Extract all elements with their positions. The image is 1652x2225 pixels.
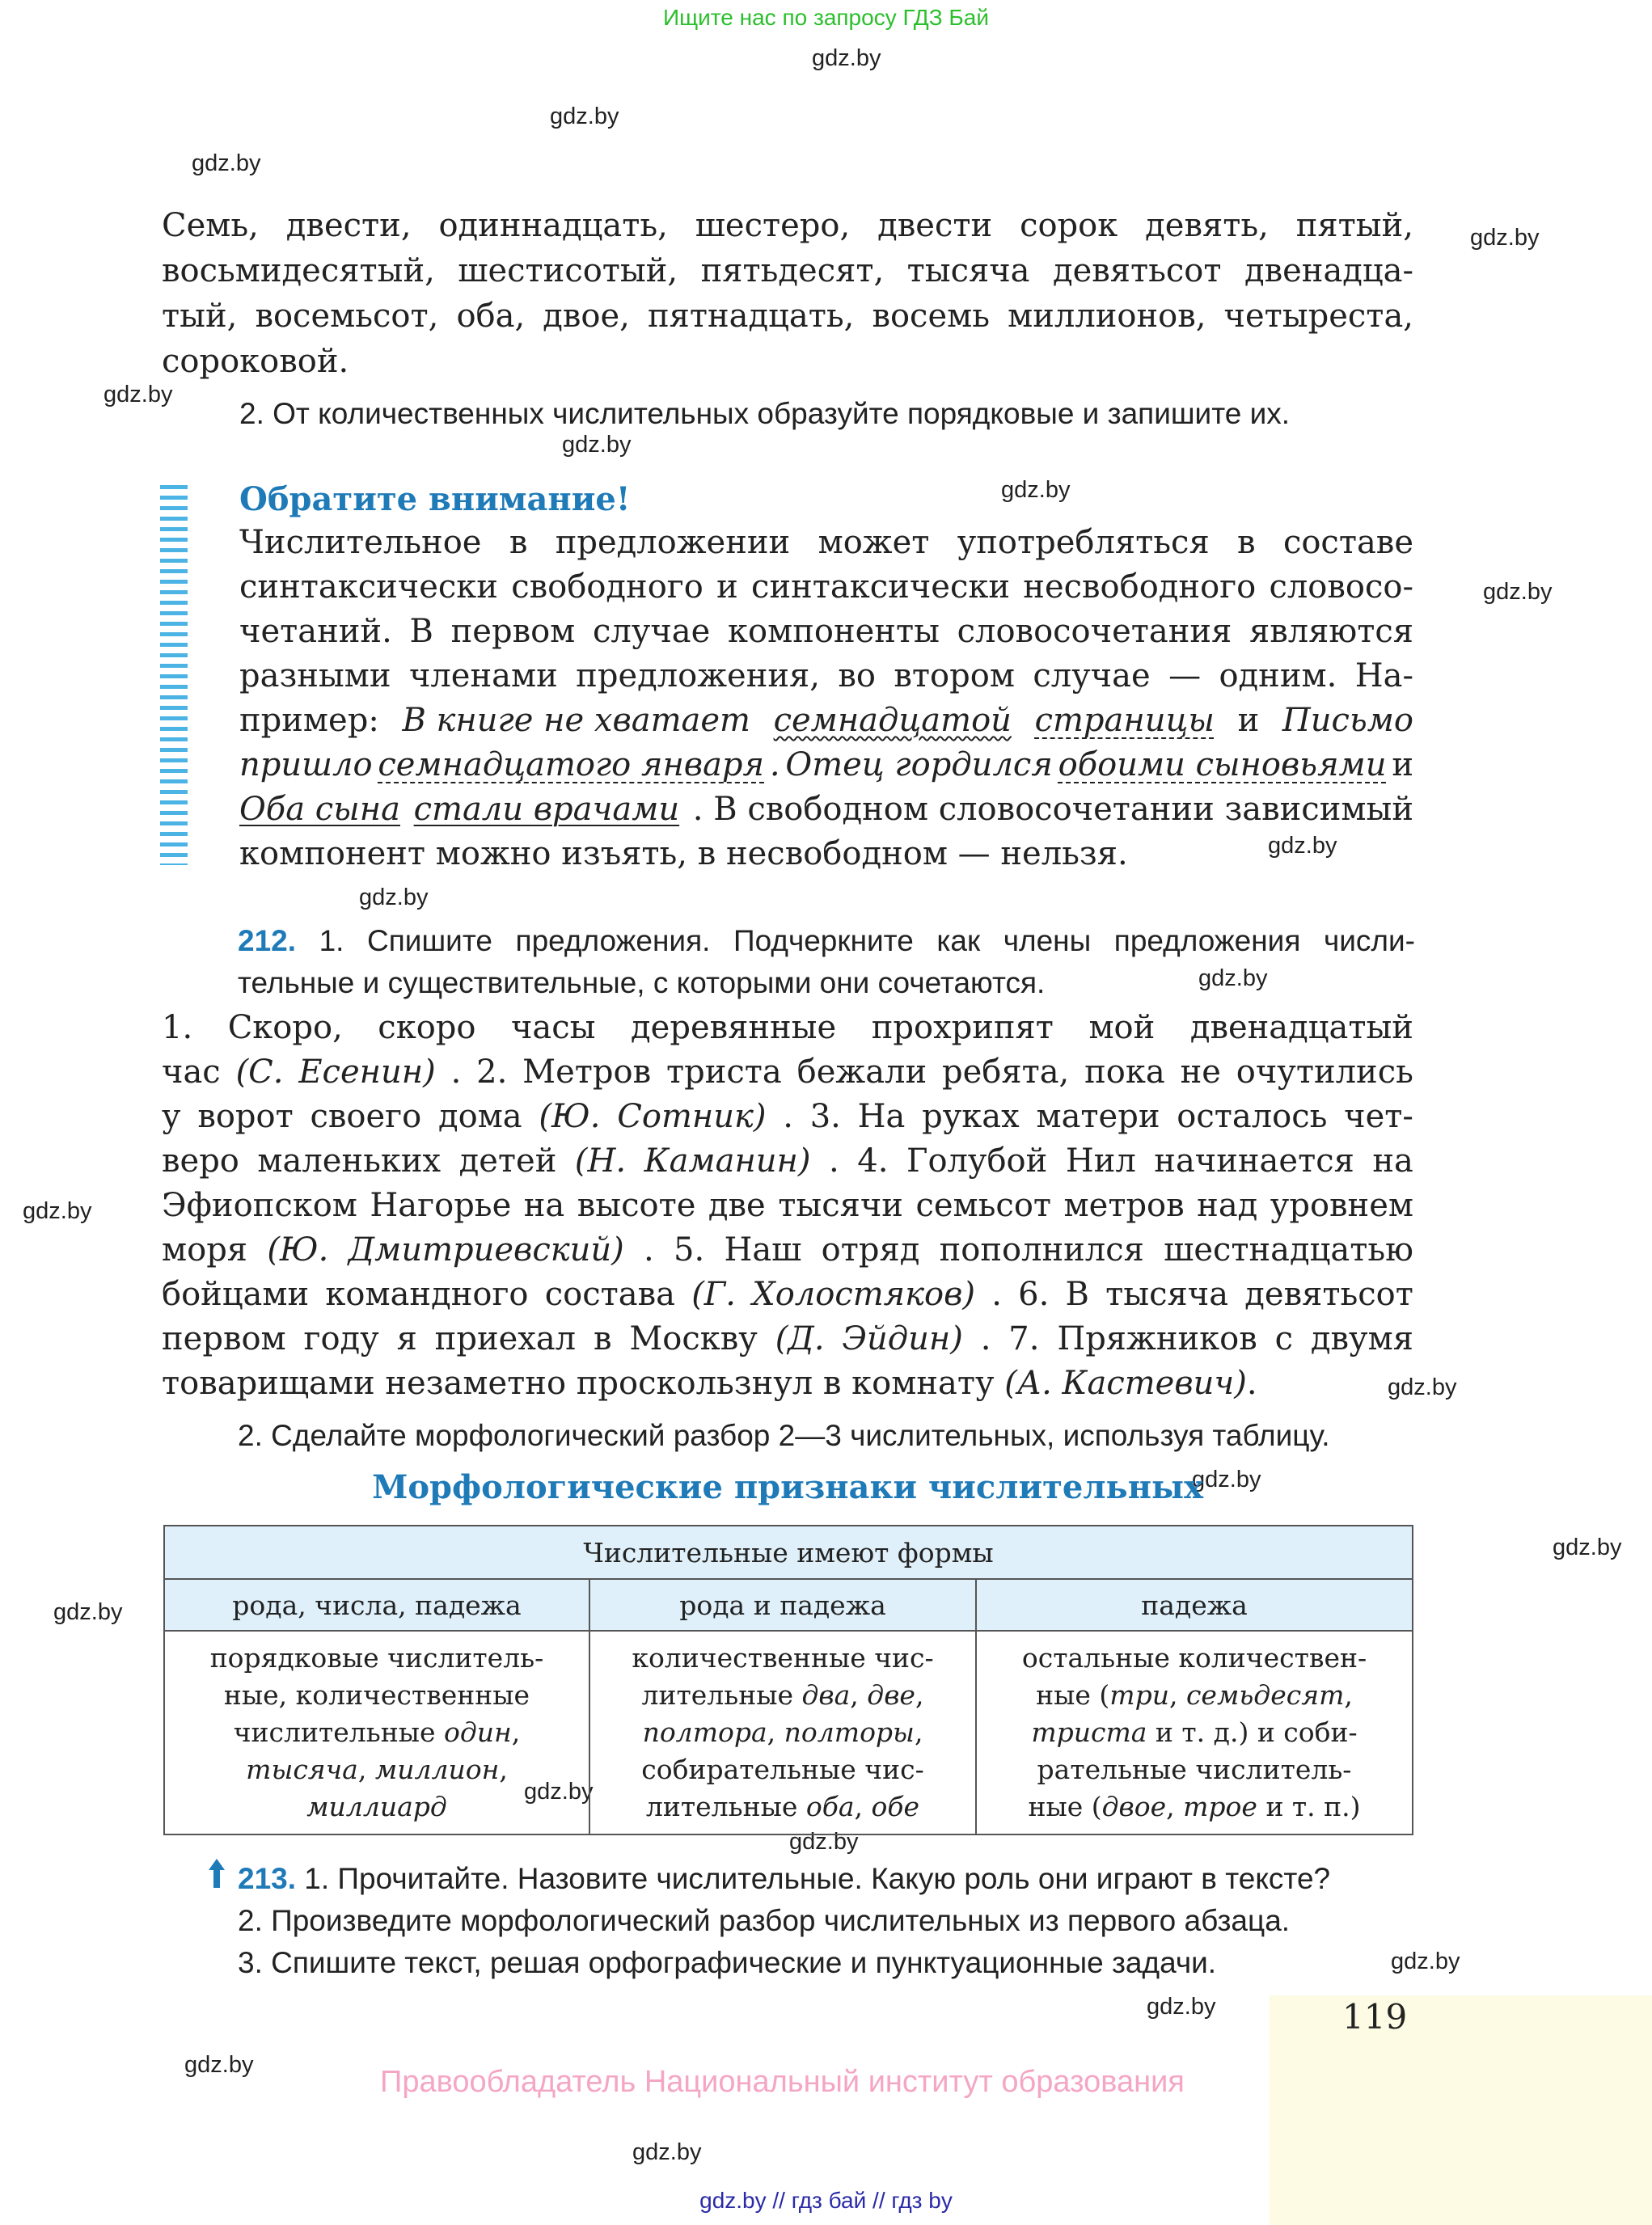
text-line — [171, 1788, 582, 1826]
text-segment: порядковые числитель- — [209, 1642, 544, 1674]
text-segment: , — [915, 1679, 924, 1711]
word: тысяча — [1105, 1276, 1229, 1313]
word: тысячи — [778, 1187, 903, 1224]
word: у — [162, 1098, 181, 1135]
citation-word: (Г. — [691, 1276, 736, 1313]
watermark: gdz.by — [192, 150, 261, 176]
example-subject: Оба сына — [239, 791, 400, 828]
table-cell — [589, 1631, 976, 1834]
word: две — [708, 1187, 766, 1224]
text-line: сороковой. — [162, 343, 349, 380]
word: не — [1180, 1053, 1221, 1091]
text-segment: , — [499, 1754, 508, 1785]
task-text: 3. Спишите текст, решая орфографические и пунктуационные задачи. — [238, 1946, 1217, 1979]
note-line: компонент можно изъять, в несвободном — нельзя. — [239, 835, 1128, 872]
text-segment: и т. п.) — [1257, 1791, 1361, 1822]
text-line: восьмидесятый, шестисотый, пятьдесят, тысяча девятьсот двенадца- — [162, 252, 1413, 289]
text-segment: и т. д.) и соби- — [1147, 1716, 1358, 1748]
text-line — [171, 1751, 582, 1788]
task-number: 212. — [238, 924, 297, 957]
text-line — [162, 1273, 1413, 1317]
example-text: Отец гордился — [785, 746, 1053, 783]
text-segment: , — [1344, 1679, 1353, 1711]
table-header: Числительные имеют формы — [164, 1526, 1413, 1579]
table-title: Морфологические признаки числительных — [372, 1468, 1203, 1506]
word: Москву — [629, 1320, 758, 1357]
arrow-up-icon — [209, 1859, 225, 1888]
word: На — [857, 1098, 906, 1135]
word: . — [450, 1053, 462, 1091]
italic-text: оба — [805, 1791, 855, 1822]
word: прохрипят — [871, 1009, 1054, 1046]
text-segment: товарищами незаметно проскользнул в комнату — [162, 1365, 1005, 1402]
italic-text: две — [867, 1679, 915, 1711]
italic-text: миллион — [374, 1754, 500, 1785]
text-line — [162, 1317, 1413, 1362]
text-line — [171, 1640, 582, 1677]
copyright-owner: Правообладатель Национальный институт образования — [380, 2065, 1185, 2099]
note-segment: и — [1237, 702, 1260, 739]
italic-text: (А. Кастевич) — [1004, 1365, 1247, 1402]
word: 4. — [857, 1142, 889, 1180]
watermark: gdz.by — [524, 1779, 594, 1805]
task-text: 1. Спишите предложения. Подчеркните как члены предложения числи- — [296, 924, 1415, 957]
note-line — [239, 743, 1413, 787]
text-line — [597, 1788, 969, 1826]
watermark: gdz.by — [1388, 1374, 1457, 1400]
text-segment: ные ( — [1028, 1791, 1102, 1822]
watermark: gdz.by — [1470, 225, 1540, 251]
word: двенадцатый — [1189, 1009, 1413, 1046]
task-number: 213. — [238, 1862, 297, 1895]
word: семьсот — [915, 1187, 1052, 1224]
task-211-part2: 2. От количественных числительных образуйте порядковые и запишите их. — [239, 397, 1291, 430]
example-noun: страницы — [1034, 702, 1215, 739]
word: пополнился — [939, 1231, 1144, 1269]
word: девятьсот — [1244, 1276, 1413, 1313]
note-segment: и — [1392, 746, 1413, 783]
word: . — [644, 1231, 654, 1269]
text-segment: собирательные чис- — [641, 1754, 924, 1785]
word: ребята, — [941, 1053, 1070, 1091]
word: часы — [510, 1009, 596, 1046]
watermark: gdz.by — [632, 2139, 702, 2165]
word: на — [523, 1187, 565, 1224]
text-line — [162, 1139, 1413, 1184]
word: 3. — [809, 1098, 841, 1135]
text-line — [162, 1006, 1413, 1050]
citation-word: (Ю. — [267, 1231, 329, 1269]
column-header: падежа — [976, 1579, 1413, 1631]
watermark: gdz.by — [23, 1198, 92, 1224]
watermark: gdz.by — [1198, 965, 1268, 991]
word: двумя — [1310, 1320, 1413, 1357]
note-stripes — [160, 485, 188, 865]
word: Голубой — [906, 1142, 1048, 1180]
watermark: gdz.by — [53, 1599, 123, 1625]
note-block — [239, 477, 1413, 873]
watermark: gdz.by — [789, 1829, 859, 1855]
text-segment: остальные количествен- — [1021, 1642, 1367, 1674]
word: осталось — [1177, 1098, 1328, 1135]
italic-text: двое — [1101, 1791, 1167, 1822]
word: Наш — [724, 1231, 802, 1269]
word: детей — [458, 1142, 557, 1180]
text-line — [597, 1751, 969, 1788]
word: . — [829, 1142, 839, 1180]
task-212-instructions — [238, 920, 1415, 1004]
intro-paragraph — [162, 204, 1413, 390]
word: своего — [310, 1098, 422, 1135]
word: очутились — [1236, 1053, 1413, 1091]
task-text: тельные и существительные, с которыми они сочетаются. — [238, 966, 1046, 999]
word: ворот — [197, 1098, 294, 1135]
note-line — [239, 699, 1413, 743]
text-line — [597, 1677, 969, 1714]
word: моря — [162, 1231, 248, 1269]
citation-word: Каманин) — [644, 1142, 811, 1180]
word: матери — [1036, 1098, 1160, 1135]
example-predicate: стали врачами — [413, 791, 680, 828]
example-phrase: обоими сыновьями — [1058, 746, 1387, 783]
table-cell — [976, 1631, 1413, 1834]
text-segment: ные ( — [1036, 1679, 1110, 1711]
text-segment: лительные — [641, 1679, 802, 1711]
word: маленьких — [257, 1142, 442, 1180]
word: бойцами — [162, 1276, 310, 1313]
italic-text: полторы — [784, 1716, 915, 1748]
word: 7. — [1008, 1320, 1040, 1357]
note-title: Обратите внимание! — [239, 480, 631, 518]
word: году — [303, 1320, 379, 1357]
text-line — [983, 1677, 1405, 1714]
text-segment: , — [854, 1791, 872, 1822]
text-line — [597, 1640, 969, 1677]
word: 1. — [162, 1009, 193, 1046]
example-numeral: семнадцатой — [773, 702, 1012, 739]
word: 5. — [674, 1231, 705, 1269]
text-line — [171, 1714, 582, 1751]
text-line — [162, 1050, 1413, 1095]
watermark: gdz.by — [812, 45, 881, 71]
word: 6. — [1018, 1276, 1050, 1313]
word: метров — [1063, 1187, 1185, 1224]
note-line: четаний. В первом случае компоненты словосочетания являются — [239, 613, 1413, 650]
note-line — [239, 787, 1413, 832]
word: триста — [666, 1053, 782, 1091]
word: руках — [922, 1098, 1020, 1135]
word: . — [991, 1276, 1002, 1313]
text-segment: , — [511, 1716, 521, 1748]
text-segment: числительные — [233, 1716, 444, 1748]
word: с — [1274, 1320, 1294, 1357]
word: . — [980, 1320, 991, 1357]
text-line — [597, 1714, 969, 1751]
text-segment: лительные — [645, 1791, 806, 1822]
text-line — [983, 1640, 1405, 1677]
word: высоте — [577, 1187, 696, 1224]
word: Метров — [522, 1053, 652, 1091]
word: Скоро, — [227, 1009, 343, 1046]
italic-text: три — [1109, 1679, 1169, 1711]
text-segment: , — [357, 1754, 375, 1785]
text-line: тый, восемьсот, оба, двое, пятнадцать, восемь миллионов, четыреста, — [162, 298, 1413, 335]
watermark: gdz.by — [562, 432, 632, 458]
word: начинается — [1154, 1142, 1354, 1180]
watermark: gdz.by — [1268, 833, 1337, 859]
column-header: рода и падежа — [589, 1579, 976, 1631]
text-line — [162, 1184, 1413, 1228]
italic-text: два — [801, 1679, 851, 1711]
task-213-instructions — [238, 1858, 1415, 1984]
citation-word: (Д. — [775, 1320, 825, 1357]
word: в — [593, 1320, 612, 1357]
task-text: 2. Произведите морфологический разбор числительных из первого абзаца. — [238, 1904, 1291, 1937]
word: состава — [544, 1276, 675, 1313]
word: дома — [437, 1098, 522, 1135]
word: Эфиопском — [162, 1187, 357, 1224]
watermark: gdz.by — [1553, 1535, 1622, 1560]
morphology-table — [163, 1525, 1413, 1835]
citation-word: Дмитриевский) — [348, 1231, 624, 1269]
word: над — [1197, 1187, 1258, 1224]
italic-text: миллиард — [306, 1791, 447, 1822]
italic-text: семьдесят — [1185, 1679, 1345, 1711]
text-line: Семь, двести, одиннадцать, шестеро, двести сорок девять, пятый, — [162, 207, 1413, 244]
citation-word: Сотник) — [617, 1098, 767, 1135]
citation-word: Холостяков) — [752, 1276, 975, 1313]
note-line: разными членами предложения, во втором случае — одним. На- — [239, 657, 1413, 695]
text-segment: количественные чис- — [632, 1642, 934, 1674]
top-banner[interactable]: Ищите нас по запросу ГДЗ Бай — [662, 5, 990, 30]
text-segment: , — [1168, 1679, 1186, 1711]
example-text: . — [769, 746, 780, 783]
word: . — [783, 1098, 793, 1135]
word: пока — [1084, 1053, 1165, 1091]
word: на — [1372, 1142, 1413, 1180]
italic-text: тысяча — [246, 1754, 358, 1785]
word: Нил — [1065, 1142, 1136, 1180]
text-line — [983, 1751, 1405, 1788]
note-line: синтаксически свободного и синтаксически несвободного словосо- — [239, 568, 1413, 606]
word: я — [396, 1320, 417, 1357]
word: командного — [325, 1276, 529, 1313]
citation-word: Эйдин) — [842, 1320, 963, 1357]
word: Нагорье — [370, 1187, 512, 1224]
watermark: gdz.by — [1192, 1467, 1261, 1492]
citation-word: (Ю. — [539, 1098, 601, 1135]
word: мой — [1088, 1009, 1156, 1046]
watermark: gdz.by — [1001, 477, 1071, 503]
table-cell — [164, 1631, 589, 1834]
word: шестнадцатью — [1164, 1231, 1413, 1269]
word: скоро — [378, 1009, 476, 1046]
word: уровнем — [1270, 1187, 1413, 1224]
watermark: gdz.by — [184, 2052, 254, 2078]
word: Пряжников — [1057, 1320, 1257, 1357]
task-text: 1. Прочитайте. Назовите числительные. Какую роль они играют в тексте? — [296, 1862, 1331, 1895]
watermark: gdz.by — [104, 382, 173, 407]
text-segment: , — [767, 1716, 784, 1748]
italic-text: трое — [1183, 1791, 1257, 1822]
italic-text: обе — [871, 1791, 920, 1822]
note-line: Числительное в предложении может употребляться в составе — [239, 524, 1413, 561]
citation-word: (С. — [235, 1053, 284, 1091]
note-segment: . В свободном словосочетании зависимый — [692, 791, 1413, 828]
page-number: 119 — [1342, 1997, 1408, 2037]
note-segment: пример: — [239, 702, 379, 739]
text-line — [162, 1228, 1413, 1273]
word: В — [1065, 1276, 1089, 1313]
task-212-part2: 2. Сделайте морфологический разбор 2—3 числительных, используя таблицу. — [238, 1419, 1330, 1452]
watermark: gdz.by — [1391, 1948, 1460, 1974]
word: приехал — [434, 1320, 577, 1357]
text-line — [162, 1362, 1413, 1406]
word: час — [162, 1053, 221, 1091]
text-line — [171, 1677, 582, 1714]
task-212-body — [162, 1006, 1413, 1410]
text-segment: рательные числитель- — [1037, 1754, 1352, 1785]
text-segment: ные, количественные — [223, 1679, 530, 1711]
example-phrase: семнадцатого января — [378, 746, 765, 783]
example-text: В книге не хватает — [402, 702, 750, 739]
word: деревянные — [631, 1009, 837, 1046]
text-line — [983, 1788, 1405, 1826]
watermark: gdz.by — [550, 103, 619, 129]
text-line — [983, 1714, 1405, 1751]
citation-word: Есенин) — [298, 1053, 436, 1091]
italic-text: один — [443, 1716, 512, 1748]
example-text: пришло — [239, 746, 373, 783]
word: чет- — [1344, 1098, 1413, 1135]
watermark: gdz.by — [359, 885, 429, 910]
word: 2. — [476, 1053, 508, 1091]
word: отряд — [821, 1231, 920, 1269]
text-line — [162, 1095, 1413, 1139]
text-segment: , — [914, 1716, 923, 1748]
footer-links[interactable]: gdz.by // гдз бай // гдз by — [699, 2188, 953, 2213]
watermark: gdz.by — [1483, 579, 1553, 605]
text-segment: , — [1166, 1791, 1184, 1822]
text-segment: , — [850, 1679, 868, 1711]
text-segment: . — [1246, 1365, 1257, 1402]
italic-text: триста — [1031, 1716, 1147, 1748]
example-text: Письмо — [1282, 702, 1413, 739]
citation-word: (Н. — [574, 1142, 627, 1180]
word: бежали — [796, 1053, 927, 1091]
word: первом — [162, 1320, 286, 1357]
italic-text: полтора — [642, 1716, 767, 1748]
word: веро — [162, 1142, 239, 1180]
column-header: рода, числа, падежа — [164, 1579, 589, 1631]
watermark: gdz.by — [1147, 1994, 1216, 2020]
